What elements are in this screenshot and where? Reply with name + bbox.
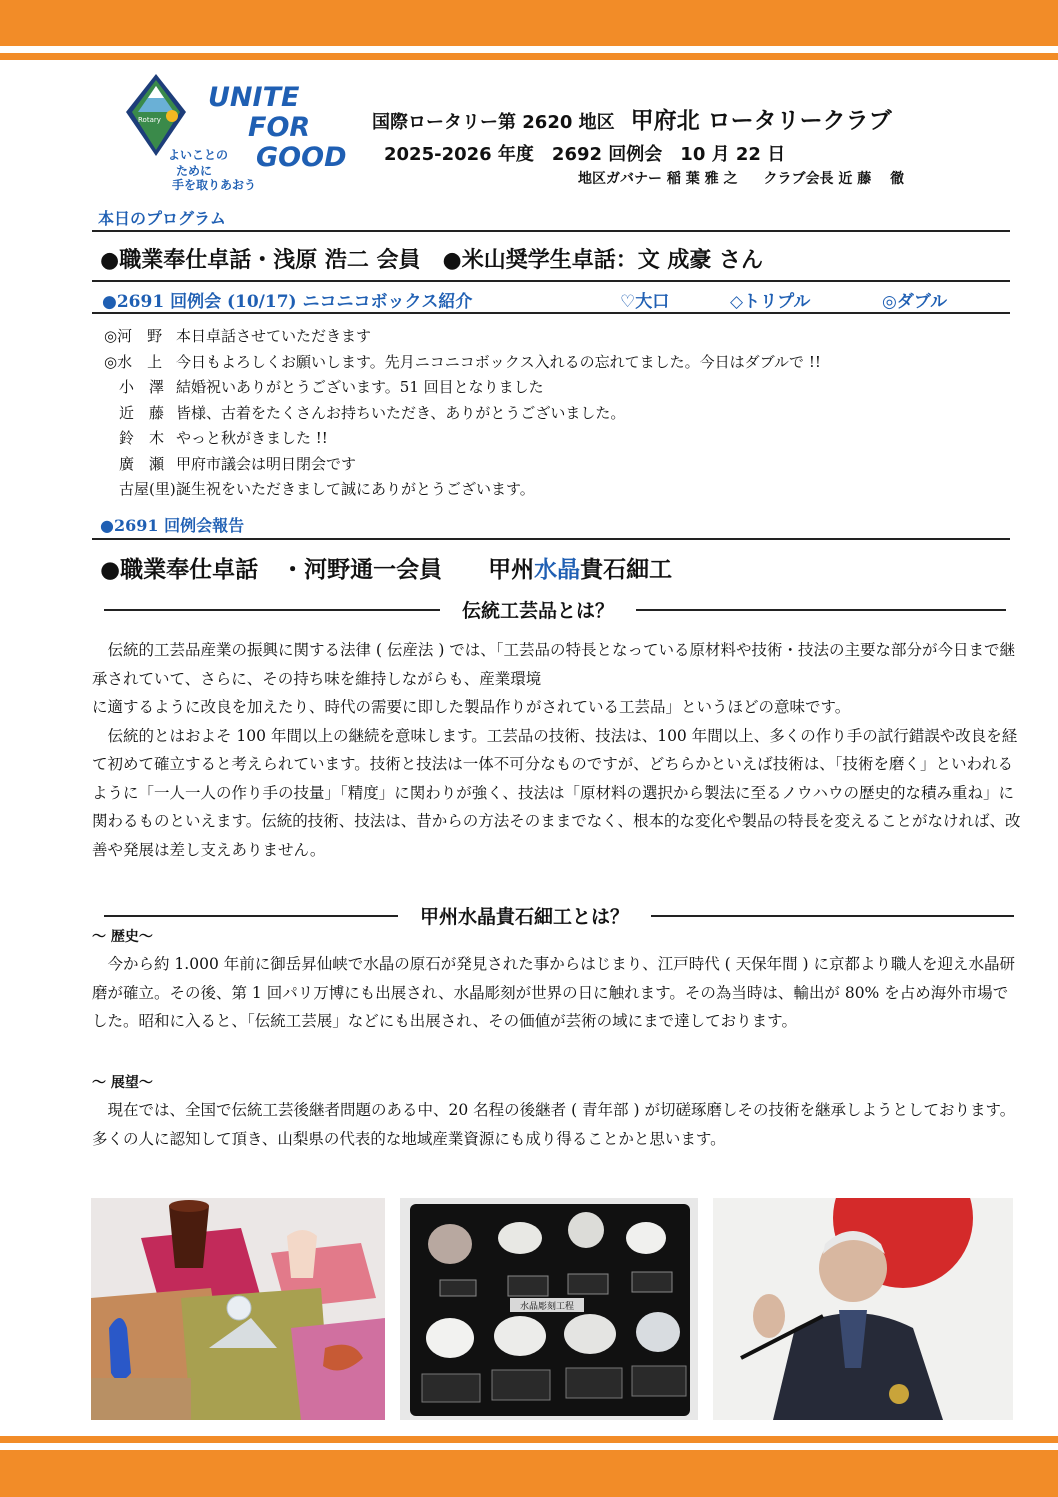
logo-jp-line3: 手を取りあおう	[172, 178, 257, 192]
meeting-info: 2025-2026 年度 2692 回例会 10 月 22 日	[384, 144, 786, 165]
officers-line	[578, 168, 904, 188]
nikoniko-messages	[104, 324, 1024, 503]
program-label: 本日のプログラム	[98, 209, 226, 228]
divider	[92, 312, 1010, 314]
list-item	[104, 426, 1024, 452]
history-body	[92, 950, 1022, 1036]
rotary-badge-text: Rotary	[138, 116, 161, 124]
board-title: 水晶彫刻工程	[519, 1302, 575, 1312]
report-label: ●2691 回例会報告	[100, 516, 245, 535]
bottom-stripe-thin	[0, 1436, 1058, 1443]
headline-highlight: 水晶	[534, 556, 581, 583]
member-message: 今日もよろしくお願いします。先月ニコニコボックス入れるの忘れてました。今日はダブルで !!	[176, 352, 821, 371]
logo-word-for: FOR	[248, 112, 311, 143]
logo-jp-line2: ために	[176, 164, 213, 178]
member-name: 古屋(里)	[104, 480, 176, 498]
list-item	[104, 375, 1024, 401]
section2-title: 甲州水晶貴石細工とは？	[398, 902, 651, 929]
member-message: やっと秋がきました !!	[176, 429, 328, 447]
logo-jp-line1: よいことの	[168, 148, 229, 162]
paragraph: 伝統的工芸品産業の振興に関する法律 ( 伝産法 ) では、「工芸品の特長となっている原材料や技術・技法の主要な部分が今日まで継承されていて、さらに、その持ち味を維持しながらも、産業環境	[92, 641, 1016, 688]
district-name: 国際ロータリー第 2620 地区	[372, 112, 615, 133]
member-name: 近 藤	[104, 403, 165, 422]
member-name: 鈴 木	[104, 429, 165, 447]
club-name: 甲府北 ロータリークラブ	[630, 108, 892, 134]
divider	[92, 230, 1010, 232]
headline-text: ●職業奉仕卓話 ・河野通一会員 甲州	[100, 556, 535, 583]
legend-triple: ◇トリプル	[730, 292, 811, 312]
paragraph: 現在では、全国で伝統工芸後継者問題のある中、20 名程の後継者 ( 青年部 ) が切磋琢磨しその技術を継承しようとしております。多くの人に認知して頂き、山梨県の代表的な地域産業資源にも成り得ることかと思います。	[92, 1101, 1016, 1148]
legend-double: ◎ダブル	[882, 292, 948, 312]
paragraph: 今から約 1.000 年前に御岳昇仙峡で水晶の原石が発見された事からはじまり、江戸時代 ( 天保年間 ) に京都より職人を迎え水晶研磨が確立。その後、第 1 回パリ万博にも出展され、水晶彫刻が世界の日に触れます。その為当時は、輸出が 80% を占め海外市場でした。昭和に入ると、「伝統工芸展」などにも出展され、その価値が芸術の域にまで達しております。	[92, 955, 1016, 1030]
report-headline	[100, 551, 672, 584]
member-message: 皆様、古着をたくさんお持ちいただき、ありがとうございました。	[176, 403, 626, 422]
outlook-label: 〜 展望〜	[92, 1075, 153, 1091]
member-message: 誕生祝をいただきまして誠にありがとうございます。	[176, 480, 535, 498]
divider	[92, 538, 1010, 540]
paragraph: に適するように改良を加えたり、時代の需要に即した製品作りがされている工芸品」というほどの意味です。	[92, 698, 851, 716]
rotary-mountain-logo	[124, 72, 188, 158]
member-name: 小 澤	[104, 378, 165, 396]
section1-title: 伝統工芸品とは？	[440, 596, 636, 623]
headline-text-end: 貴石細工	[580, 556, 673, 583]
unite-for-good-logo	[168, 82, 356, 194]
logo-word-good: GOOD	[256, 142, 347, 173]
bottom-stripe-thick	[0, 1450, 1058, 1497]
member-message: 甲府市議会は明日閉会です	[176, 454, 357, 473]
top-stripe-thin	[0, 53, 1058, 60]
history-label: 〜 歴史〜	[92, 929, 153, 945]
divider	[92, 280, 1010, 282]
member-name: 廣 瀬	[104, 454, 165, 473]
district-header	[372, 102, 892, 135]
list-item	[104, 477, 1024, 503]
legend-big: ♡大口	[620, 292, 670, 312]
speaker-photo	[713, 1198, 1013, 1420]
president-name: クラブ会長 近 藤 徹	[763, 171, 905, 187]
paragraph: 伝統的とはおよそ 100 年間以上の継続を意味します。工芸品の技術、技法は、100 年間以上、多くの作り手の試行錯誤や改良を経て初めて確立すると考えられています。技術と技法は一体不可分なものですが、どちらかといえば技術は、「技術を磨く」といわれるように「一人一人の作り手の技量」「精度」に関わりが強く、技法は「原材料の選択から製法に至るノウハウの歴史的な積み重ね」に関わるものといえます。伝統的技術、技法は、昔からの方法そのままでなく、根本的な変化や製品の特長を変えることがなければ、改善や発展は差し支えありません。	[92, 726, 1021, 859]
list-item	[104, 401, 1024, 427]
member-message: 結婚祝いありがとうございます。51 回目となりました	[176, 378, 544, 396]
program-line: ●職業奉仕卓話・浅原 浩二 会員 ●米山奨学生卓話：文 成豪 さん	[100, 247, 764, 273]
member-name: ◎水 上	[104, 352, 163, 371]
list-item	[104, 324, 1024, 350]
governor-name: 地区ガバナー 稲 葉 雅 之	[578, 171, 738, 187]
list-item	[104, 350, 1024, 376]
top-stripe-thick	[0, 0, 1058, 46]
member-name: ◎河 野	[104, 327, 163, 345]
crystal-carving-board-photo	[400, 1198, 698, 1420]
nikoniko-title: ●2691 回例会 (10/17) ニコニコボックス紹介	[102, 292, 473, 312]
list-item	[104, 452, 1024, 478]
logo-word-unite: UNITE	[208, 82, 300, 113]
outlook-body	[92, 1096, 1022, 1153]
section1-body	[92, 636, 1022, 864]
crafts-photo	[91, 1198, 385, 1420]
member-message: 本日卓話させていただきます	[176, 327, 372, 345]
